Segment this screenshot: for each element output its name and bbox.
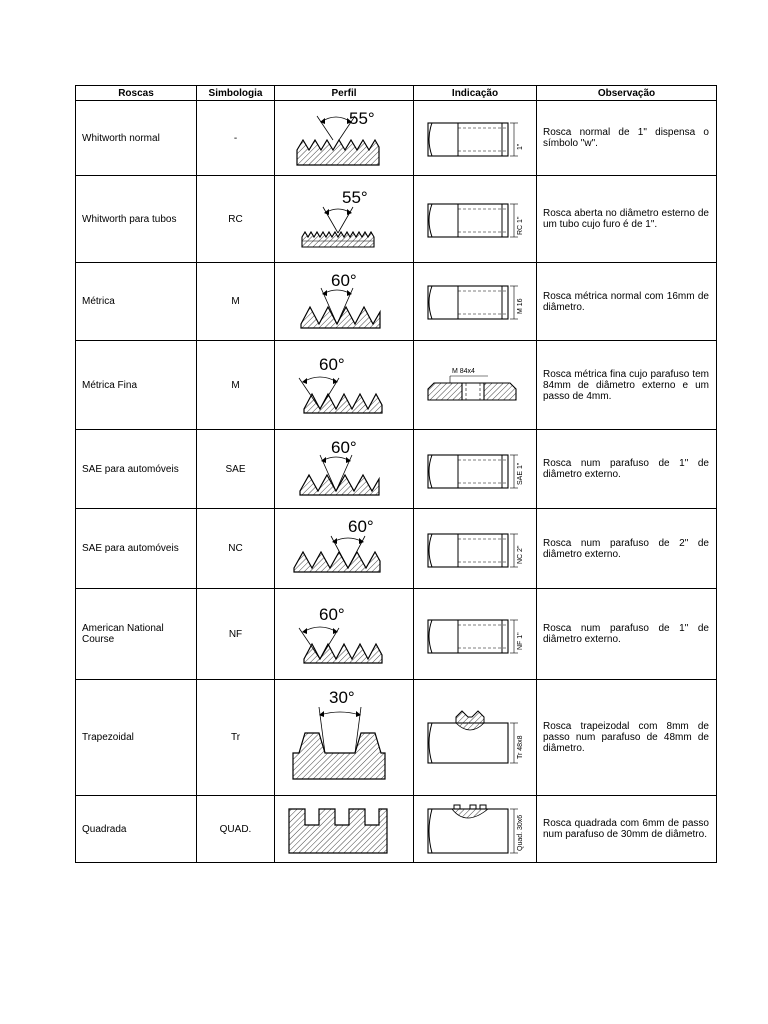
indication-cell bbox=[414, 341, 537, 430]
thread-symbol: RC bbox=[197, 176, 275, 263]
profile-cell bbox=[275, 430, 414, 509]
angle-label: 60° bbox=[331, 437, 357, 457]
header-roscas: Roscas bbox=[76, 86, 197, 101]
profile-cell bbox=[275, 589, 414, 680]
thread-symbol: M bbox=[197, 263, 275, 341]
trapezoidal-bolt-drawing bbox=[414, 681, 537, 795]
thread-name: SAE para automóveis bbox=[76, 509, 197, 589]
fine-metric-profile-drawing bbox=[275, 342, 414, 429]
dimension-label: M 84x4 bbox=[452, 367, 475, 375]
indication-cell bbox=[414, 430, 537, 509]
table-row bbox=[76, 509, 717, 589]
thread-name: Trapezoidal bbox=[76, 680, 197, 796]
bolt-drawing bbox=[414, 590, 537, 679]
profile-cell bbox=[275, 176, 414, 263]
profile-cell bbox=[275, 101, 414, 176]
thread-table bbox=[75, 85, 717, 863]
indication-cell bbox=[414, 509, 537, 589]
whitworth-profile-drawing bbox=[275, 102, 414, 175]
observation: Rosca quadrada com 6mm de passo num parafuso de 30mm de diâmetro. bbox=[537, 796, 717, 863]
table-row bbox=[76, 589, 717, 680]
dimension-label: M 16 bbox=[517, 297, 524, 314]
table-row bbox=[76, 263, 717, 341]
profile-cell bbox=[275, 796, 414, 863]
thread-name: Whitworth normal bbox=[76, 101, 197, 176]
dimension-label: SAE 1" bbox=[517, 462, 524, 485]
metric-profile-drawing bbox=[275, 264, 414, 340]
thread-name: American National Course bbox=[76, 589, 197, 680]
bolt-drawing bbox=[414, 102, 537, 175]
dimension-label: 1" bbox=[517, 143, 524, 150]
angle-label: 60° bbox=[331, 270, 357, 290]
observation: Rosca num parafuso de 2" de diâmetro externo. bbox=[537, 509, 717, 589]
nc-profile-drawing bbox=[275, 510, 414, 588]
dimension-label: RC 1" bbox=[517, 216, 524, 235]
table-row bbox=[76, 796, 717, 863]
profile-cell bbox=[275, 341, 414, 430]
observation: Rosca trapeizodal com 8mm de passo num parafuso de 48mm de diâmetro. bbox=[537, 680, 717, 796]
table-row bbox=[76, 341, 717, 430]
thread-name: Quadrada bbox=[76, 796, 197, 863]
trapezoidal-profile-drawing bbox=[275, 681, 414, 795]
nf-profile-drawing bbox=[275, 590, 414, 679]
observation: Rosca normal de 1" dispensa o símbolo "w". bbox=[537, 101, 717, 176]
table-row bbox=[76, 176, 717, 263]
angle-label: 60° bbox=[319, 604, 345, 624]
indication-cell bbox=[414, 176, 537, 263]
thread-name: Whitworth para tubos bbox=[76, 176, 197, 263]
thread-symbol: NC bbox=[197, 509, 275, 589]
nut-drawing bbox=[414, 342, 537, 429]
angle-label: 60° bbox=[319, 354, 345, 374]
bolt-drawing bbox=[414, 431, 537, 508]
angle-label: 55° bbox=[342, 187, 368, 207]
profile-cell bbox=[275, 680, 414, 796]
indication-cell bbox=[414, 680, 537, 796]
thread-symbol: M bbox=[197, 341, 275, 430]
thread-symbol: QUAD. bbox=[197, 796, 275, 863]
thread-name: Métrica bbox=[76, 263, 197, 341]
indication-cell bbox=[414, 101, 537, 176]
thread-name: SAE para automóveis bbox=[76, 430, 197, 509]
header-simbologia: Simbologia bbox=[197, 86, 275, 101]
observation: Rosca métrica fina cujo parafuso tem 84mm de diâmetro externo e um passo de 4mm. bbox=[537, 341, 717, 430]
thread-symbol: Tr bbox=[197, 680, 275, 796]
angle-label: 55° bbox=[349, 108, 375, 128]
header-indicacao: Indicação bbox=[414, 86, 537, 101]
dimension-label: NC 2" bbox=[517, 545, 524, 564]
thread-symbol: - bbox=[197, 101, 275, 176]
table-row bbox=[76, 430, 717, 509]
indication-cell bbox=[414, 263, 537, 341]
angle-label: 60° bbox=[348, 516, 374, 536]
pipe-thread-profile-drawing bbox=[275, 177, 414, 262]
dimension-label: NF 1" bbox=[517, 631, 524, 650]
square-bolt-drawing bbox=[414, 797, 537, 862]
table-row bbox=[76, 101, 717, 176]
header-row bbox=[76, 86, 717, 101]
observation: Rosca num parafuso de 1" de diâmetro externo. bbox=[537, 430, 717, 509]
observation: Rosca métrica normal com 16mm de diâmetro. bbox=[537, 263, 717, 341]
dimension-label: Quad. 30x6 bbox=[517, 814, 524, 851]
observation: Rosca num parafuso de 1" de diâmetro externo. bbox=[537, 589, 717, 680]
header-observacao: Observação bbox=[537, 86, 717, 101]
profile-cell bbox=[275, 509, 414, 589]
thread-name: Métrica Fina bbox=[76, 341, 197, 430]
pipe-drawing bbox=[414, 177, 537, 262]
bolt-drawing bbox=[414, 264, 537, 340]
indication-cell bbox=[414, 796, 537, 863]
thread-symbol: NF bbox=[197, 589, 275, 680]
indication-cell bbox=[414, 589, 537, 680]
sae-profile-drawing bbox=[275, 431, 414, 508]
dimension-label: Tr 48x8 bbox=[517, 735, 524, 759]
square-profile-drawing bbox=[275, 797, 414, 862]
bolt-drawing bbox=[414, 510, 537, 588]
thread-symbol: SAE bbox=[197, 430, 275, 509]
header-perfil: Perfil bbox=[275, 86, 414, 101]
table-row bbox=[76, 680, 717, 796]
observation: Rosca aberta no diâmetro esterno de um tubo cujo furo é de 1". bbox=[537, 176, 717, 263]
profile-cell bbox=[275, 263, 414, 341]
angle-label: 30° bbox=[329, 687, 355, 707]
